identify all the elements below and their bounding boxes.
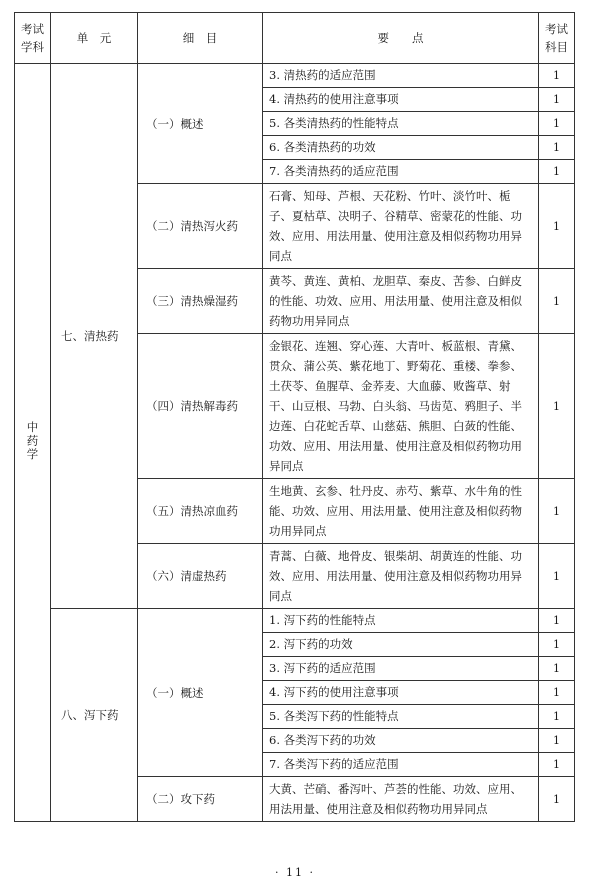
- point-cell: 6. 各类泻下药的功效: [263, 729, 539, 753]
- table-body: [15, 64, 575, 822]
- page-number: · 11 ·: [275, 866, 315, 879]
- point-cell: 5. 各类泻下药的性能特点: [263, 705, 539, 729]
- count-cell: 1: [539, 544, 575, 609]
- syllabus-table: [14, 12, 575, 822]
- detail-cell: （三）清热燥湿药: [138, 269, 263, 334]
- count-cell: 1: [539, 681, 575, 705]
- count-cell: 1: [539, 777, 575, 822]
- subject-cell: [15, 64, 51, 822]
- header-subject-line2: 学科: [21, 40, 44, 54]
- point-cell: 7. 各类清热药的适应范围: [263, 160, 539, 184]
- point-cell: 3. 清热药的适应范围: [263, 64, 539, 88]
- detail-cell: （二）攻下药: [138, 777, 263, 822]
- point-cell: 金银花、连翘、穿心莲、大青叶、板蓝根、青黛、贯众、蒲公英、紫花地丁、野菊花、重楼、拳参、土茯苓、鱼腥草、金荞麦、大血藤、败酱草、射干、山豆根、马勃、白头翁、马齿苋、鸦胆子、半边莲、白花蛇舌草、山慈菇、熊胆、白蔹的性能、功效、应用、用法用量、使用注意及相似药物功用异同点: [263, 334, 539, 479]
- count-cell: 1: [539, 88, 575, 112]
- point-cell: 3. 泻下药的适应范围: [263, 657, 539, 681]
- count-cell: 1: [539, 633, 575, 657]
- count-cell: 1: [539, 184, 575, 269]
- count-cell: 1: [539, 334, 575, 479]
- point-cell: 大黄、芒硝、番泻叶、芦荟的性能、功效、应用、用法用量、使用注意及相似药物功用异同点: [263, 777, 539, 822]
- count-cell: 1: [539, 479, 575, 544]
- count-cell: 1: [539, 657, 575, 681]
- count-cell: 1: [539, 64, 575, 88]
- header-count-line2: 科目: [545, 40, 568, 54]
- detail-cell: （四）清热解毒药: [138, 334, 263, 479]
- point-cell: 5. 各类清热药的性能特点: [263, 112, 539, 136]
- header-points: 要 点: [263, 13, 539, 64]
- count-cell: 1: [539, 753, 575, 777]
- count-cell: 1: [539, 269, 575, 334]
- count-cell: 1: [539, 609, 575, 633]
- count-cell: 1: [539, 705, 575, 729]
- unit-cell: 七、清热药: [51, 64, 138, 609]
- table-row: [15, 64, 575, 88]
- detail-cell: （六）清虚热药: [138, 544, 263, 609]
- detail-cell: （五）清热凉血药: [138, 479, 263, 544]
- header-count-line1: 考试: [545, 22, 568, 36]
- header-count: [539, 13, 575, 64]
- point-cell: 4. 清热药的使用注意事项: [263, 88, 539, 112]
- detail-cell: （二）清热泻火药: [138, 184, 263, 269]
- point-cell: 石膏、知母、芦根、天花粉、竹叶、淡竹叶、栀子、夏枯草、决明子、谷精草、密蒙花的性能、功效、应用、用法用量、使用注意及相似药物功用异同点: [263, 184, 539, 269]
- header-detail: 细 目: [138, 13, 263, 64]
- point-cell: 2. 泻下药的功效: [263, 633, 539, 657]
- point-cell: 6. 各类清热药的功效: [263, 136, 539, 160]
- count-cell: 1: [539, 112, 575, 136]
- header-subject-line1: 考试: [21, 22, 44, 36]
- table-row: [15, 609, 575, 633]
- count-cell: 1: [539, 729, 575, 753]
- point-cell: 生地黄、玄参、牡丹皮、赤芍、紫草、水牛角的性能、功效、应用、用法用量、使用注意及相似药物功用异同点: [263, 479, 539, 544]
- header-unit: 单 元: [51, 13, 138, 64]
- table-header-row: [15, 13, 575, 64]
- count-cell: 1: [539, 160, 575, 184]
- header-subject: [15, 13, 51, 64]
- point-cell: 4. 泻下药的使用注意事项: [263, 681, 539, 705]
- subject-label: 中药学: [25, 420, 40, 462]
- unit-cell: 八、泻下药: [51, 609, 138, 822]
- detail-cell: （一）概述: [138, 609, 263, 777]
- count-cell: 1: [539, 136, 575, 160]
- point-cell: 黄芩、黄连、黄柏、龙胆草、秦皮、苦参、白鲜皮的性能、功效、应用、用法用量、使用注意及相似药物功用异同点: [263, 269, 539, 334]
- point-cell: 青蒿、白薇、地骨皮、银柴胡、胡黄连的性能、功效、应用、用法用量、使用注意及相似药物功用异同点: [263, 544, 539, 609]
- detail-cell: （一）概述: [138, 64, 263, 184]
- point-cell: 1. 泻下药的性能特点: [263, 609, 539, 633]
- point-cell: 7. 各类泻下药的适应范围: [263, 753, 539, 777]
